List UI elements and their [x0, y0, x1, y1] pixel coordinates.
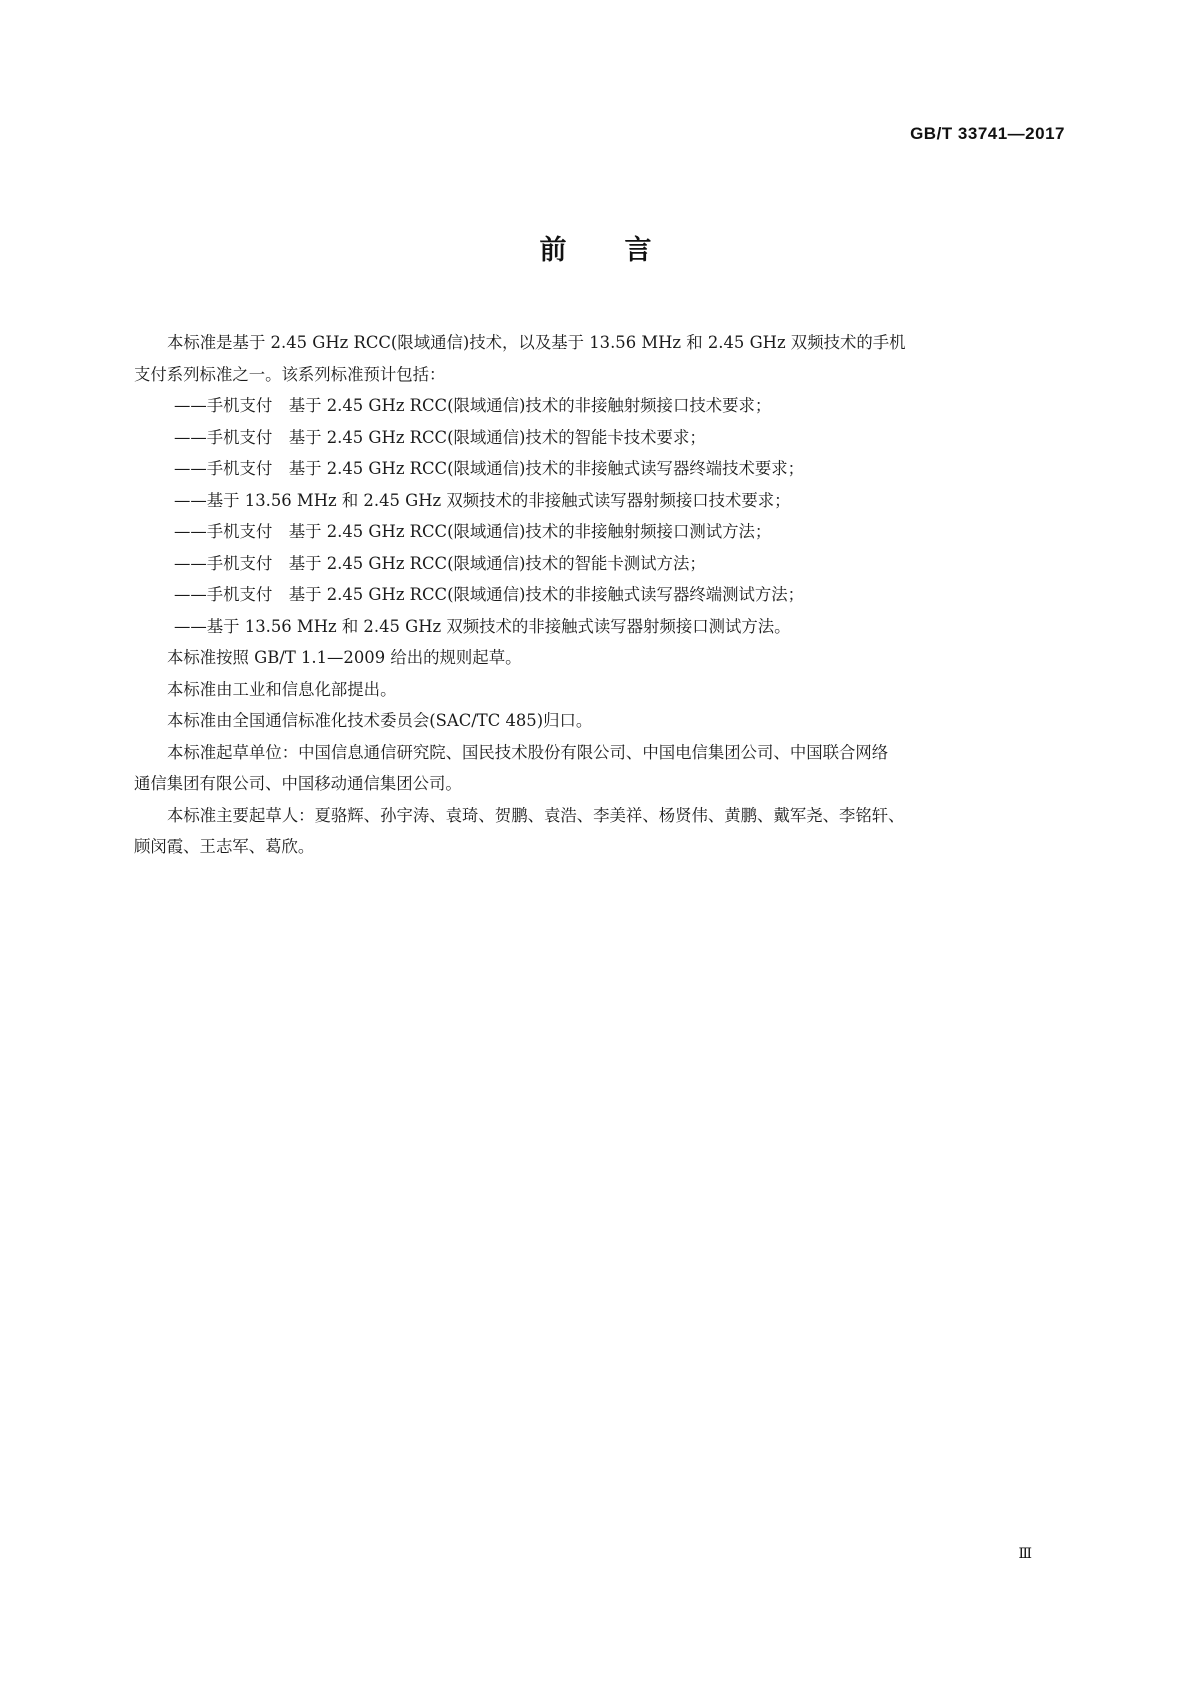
drafting-units-line-1: 本标准起草单位：中国信息通信研究院、国民技术股份有限公司、中国电信集团公司、中国联合网络 — [167, 742, 889, 762]
drafters-line-2: 顾闵霞、王志军、葛欣。 — [134, 837, 315, 856]
list-item: ——基于 13.56 MHz 和 2.45 GHz 双频技术的非接触式读写器射频接口技术要求； — [174, 490, 791, 510]
list-item: ——手机支付 基于 2.45 GHz RCC(限域通信)技术的非接触射频接口测试方法； — [174, 522, 772, 541]
drafting-units-paragraph — [134, 737, 1064, 800]
drafters-paragraph — [134, 800, 1064, 863]
list-item: ——手机支付 基于 2.45 GHz RCC(限域通信)技术的智能卡测试方法； — [174, 553, 706, 573]
page-title: 前言 — [539, 235, 710, 266]
proposer-paragraph: 本标准由工业和信息化部提出。 — [167, 679, 397, 699]
intro-line-2: 支付系列标准之一。该系列标准预计包括： — [134, 364, 446, 384]
intro-line-1: 本标准是基于 2.45 GHz RCC(限域通信)技术，以及基于 13.56 MHz 和 2.45 GHz 双频技术的手机 — [167, 333, 906, 352]
standard-code: GB/T 33741—2017 — [910, 124, 1065, 143]
list-item: ——基于 13.56 MHz 和 2.45 GHz 双频技术的非接触式读写器射频接口测试方法。 — [174, 616, 791, 636]
drafting-units-line-2: 通信集团有限公司、中国移动通信集团公司。 — [134, 774, 462, 793]
committee-paragraph: 本标准由全国通信标准化技术委员会(SAC/TC 485)归口。 — [167, 711, 593, 730]
list-item: ——手机支付 基于 2.45 GHz RCC(限域通信)技术的智能卡技术要求； — [174, 427, 706, 447]
drafters-line-1: 本标准主要起草人：夏骆辉、孙宇涛、袁琦、贺鹏、袁浩、李美祥、杨贤伟、黄鹏、戴军尧、李铭轩、 — [167, 805, 905, 825]
list-item: ——手机支付 基于 2.45 GHz RCC(限域通信)技术的非接触式读写器终端技术要求； — [174, 459, 805, 478]
page-number: Ⅲ — [1018, 1547, 1032, 1562]
foreword-body — [134, 327, 1064, 863]
intro-paragraph — [134, 327, 1064, 390]
list-item: ——手机支付 基于 2.45 GHz RCC(限域通信)技术的非接触式读写器终端测试方法； — [174, 585, 805, 604]
drafting-rules-paragraph: 本标准按照 GB/T 1.1—2009 给出的规则起草。 — [167, 648, 522, 667]
list-item: ——手机支付 基于 2.45 GHz RCC(限域通信)技术的非接触射频接口技术要求； — [174, 396, 772, 415]
